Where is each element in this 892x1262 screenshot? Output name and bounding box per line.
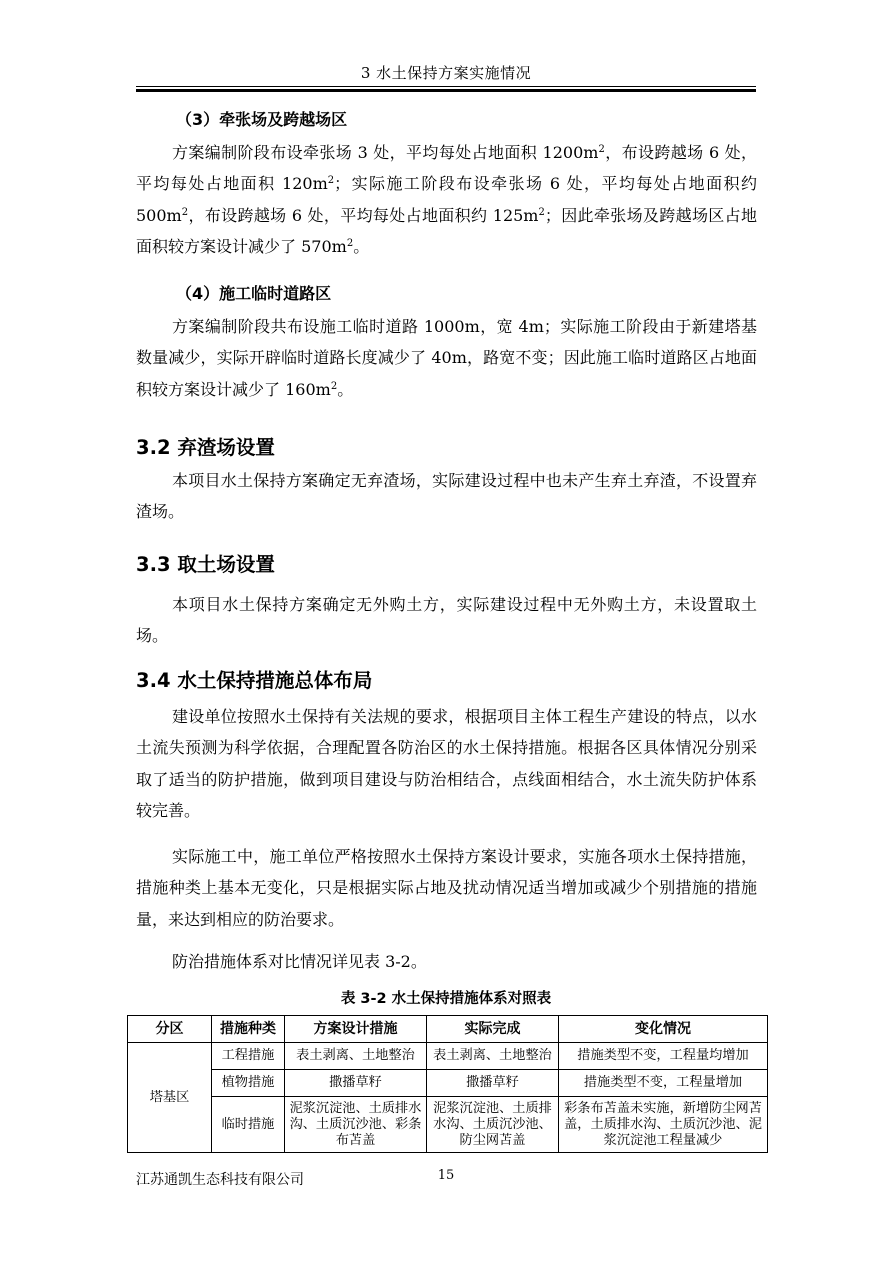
paragraph-layout-2: 实际施工中，施工单位严格按照水土保持方案设计要求，实施各项水土保持措施，措施种类上基本无变化，只是根据实际占地及扰动情况适当增加或减少个别措施的措施量，来达到相应的防治要求。 (136, 847, 757, 929)
table-row (128, 1043, 768, 1070)
design-cell: 泥浆沉淀池、土质排水沟、土质沉沙池、彩条布苫盖 (285, 1097, 427, 1153)
table-row (128, 1070, 768, 1097)
page-number: 15 (437, 1168, 455, 1183)
measure-type-cell: 临时措施 (212, 1097, 285, 1153)
header-rule-thin (136, 86, 756, 87)
actual-cell: 泥浆沉淀池、土质排水沟、土质沉沙池、防尘网苫盖 (427, 1097, 559, 1153)
subheading-3: （3）牵张场及跨越场区 (176, 110, 348, 129)
design-cell: 撒播草籽 (285, 1070, 427, 1097)
table-caption: 表 3-2 水土保持措施体系对照表 (340, 991, 552, 1007)
design-cell: 表土剥离、土地整治 (285, 1043, 427, 1070)
footer-company: 江苏通凯生态科技有限公司 (136, 1172, 304, 1188)
section-heading-3-2: 3.2 弃渣场设置 (136, 436, 275, 459)
header-actual: 实际完成 (427, 1016, 559, 1043)
page-header: 3 水土保持方案实施情况 (360, 64, 532, 82)
paragraph-borrow-site: 本项目水土保持方案确定无外购土方，实际建设过程中无外购土方，未设置取土场。 (136, 595, 757, 646)
paragraph-layout-1: 建设单位按照水土保持有关法规的要求，根据项目主体工程生产建设的特点，以水土流失预测为科学依据，合理配置各防治区的水土保持措施。根据各区具体情况分别采取了适当的防护措施，做到项目建设与防治相结合，点线面相结合，水土流失防护体系较完善。 (136, 707, 757, 821)
header-measure-type: 措施种类 (212, 1016, 285, 1043)
measure-type-cell: 工程措施 (212, 1043, 285, 1070)
header-change: 变化情况 (559, 1016, 768, 1043)
paragraph-temp-road-area: 方案编制阶段共布设施工临时道路 1000m，宽 4m；实际施工阶段由于新建塔基数量减少，实际开辟临时道路长度减少了 40m，路宽不变；因此施工临时道路区占地面积较方案设计减少了 $160m^2$。 (136, 317, 757, 399)
change-cell: 彩条布苫盖未实施，新增防尘网苫盖，土质排水沟、土质沉沙池、泥浆沉淀池工程量减少 (559, 1097, 768, 1153)
paragraph-layout-3: 防治措施体系对比情况详见表 3-2。 (172, 952, 427, 971)
paragraph-spoil-site: 本项目水土保持方案确定无弃渣场，实际建设过程中也未产生弃土弃渣，不设置弃渣场。 (136, 471, 757, 522)
section-heading-3-3: 3.3 取土场设置 (136, 553, 275, 576)
actual-cell: 撒播草籽 (427, 1070, 559, 1097)
section-heading-3-4: 3.4 水土保持措施总体布局 (136, 669, 373, 692)
measure-type-cell: 植物措施 (212, 1070, 285, 1097)
header-zone: 分区 (128, 1016, 212, 1043)
header-rule-thick (136, 89, 756, 92)
table-header-row (128, 1016, 768, 1043)
paragraph-stretch-cross-area: 方案编制阶段布设牵张场 3 处，平均每处占地面积 $1200m^2$，布设跨越场 6 处，平均每处占地面积 $120m^2$；实际施工阶段布设牵张场 6 处，平均每处占地面积约 $500m^2$，布设跨越场 6 处，平均每处占地面积约 $125m^2$；因此牵张场及跨越场区占地面积较方案设计减少了 $570m^2$。 (136, 143, 757, 257)
measures-comparison-table (127, 1015, 768, 1153)
change-cell: 措施类型不变，工程量均增加 (559, 1043, 768, 1070)
subheading-4: （4）施工临时道路区 (176, 284, 332, 303)
header-design: 方案设计措施 (285, 1016, 427, 1043)
zone-cell: 塔基区 (128, 1043, 212, 1153)
change-cell: 措施类型不变，工程量增加 (559, 1070, 768, 1097)
actual-cell: 表土剥离、土地整治 (427, 1043, 559, 1070)
table-row (128, 1097, 768, 1153)
